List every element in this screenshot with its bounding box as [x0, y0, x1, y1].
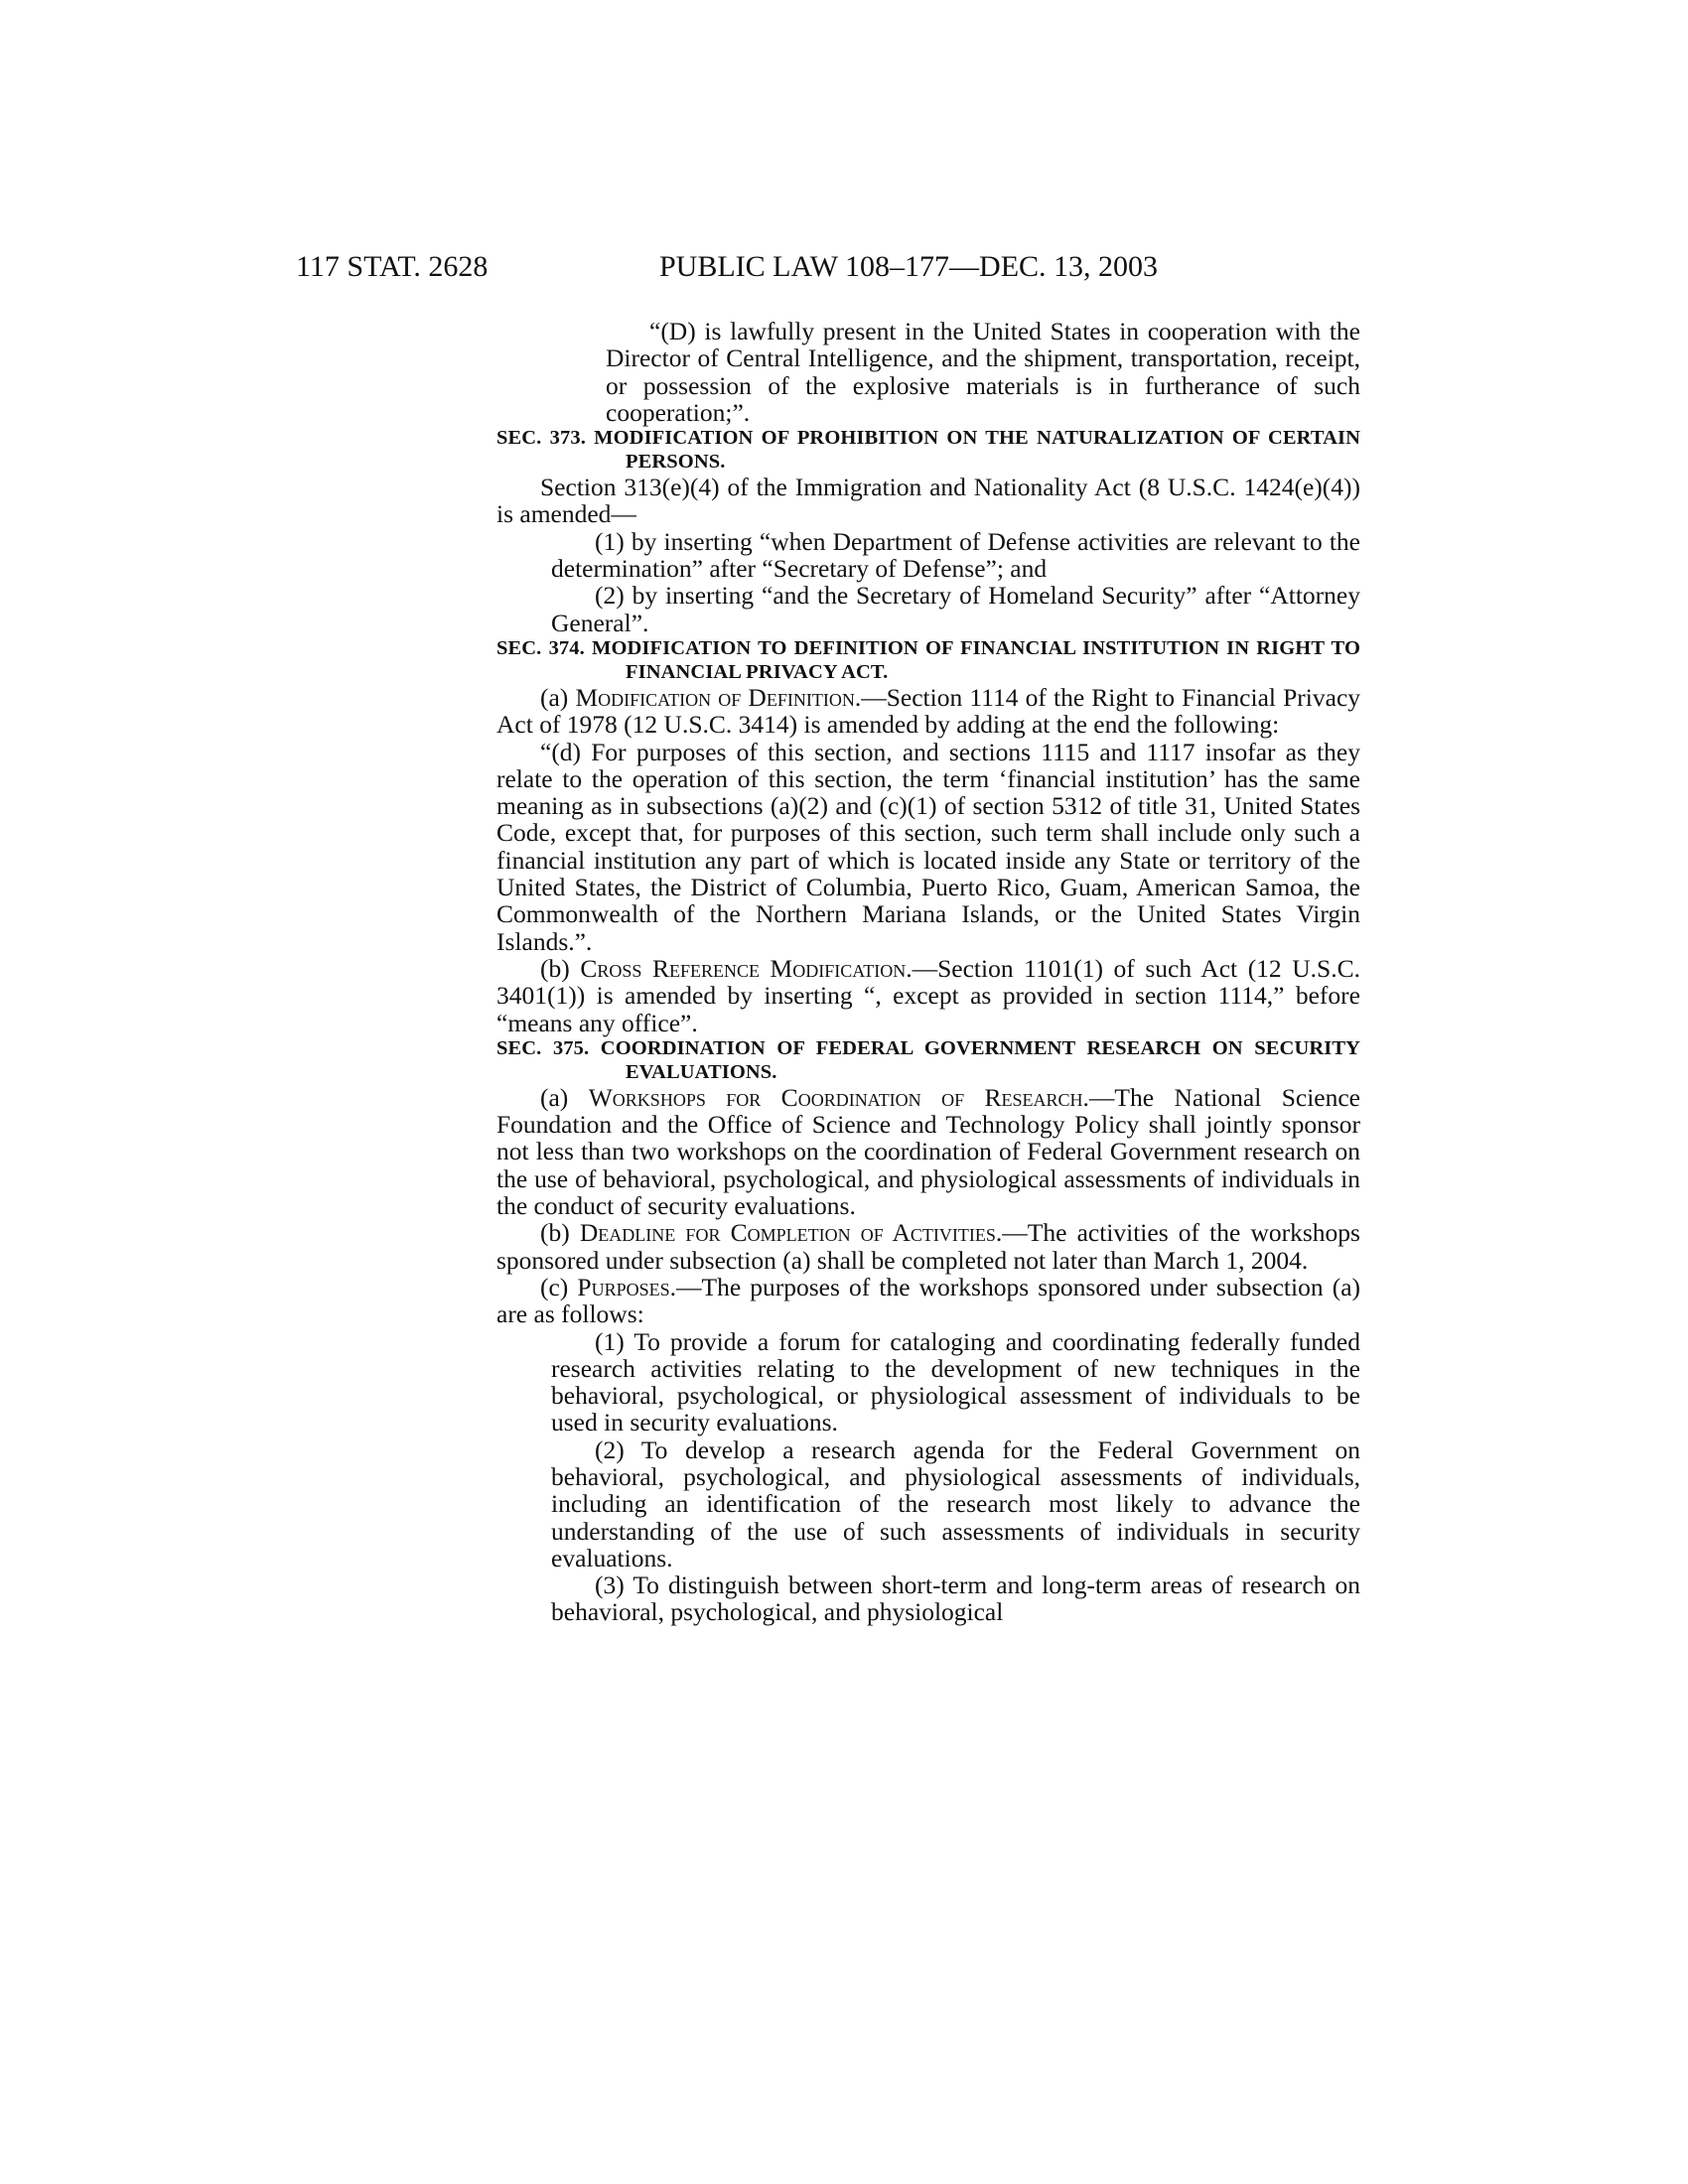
subsection-b-heading: Deadline for Completion of Activities.: [579, 1218, 1003, 1248]
subsection-b-text: —Section 1101(1) of such Act (12 U.S.C. 3401(1)) is amended by inserting “, except as provided in section 1114,” before “means any office”.: [496, 953, 1360, 1037]
section-373-paragraph-2: (2) by inserting “and the Secretary of Homeland Security” after “Attorney General”.: [551, 581, 1360, 637]
section-375-heading: [496, 1036, 1360, 1084]
subsection-a-text: —The National Science Foundation and the Office of Science and Technology Policy shall jointly sponsor not less than two workshops on the coordination of Federal Government research on the use of behavioral, psychological, and physiological assessments of individuals in the conduct of security evaluations.: [496, 1082, 1360, 1221]
page-header: [296, 250, 1388, 290]
subsection-c-text: —The purposes of the workshops sponsored under subsection (a) are as follows:: [496, 1272, 1360, 1329]
subsection-c-heading: Purposes.: [577, 1272, 677, 1301]
page-body: [496, 318, 1360, 1626]
section-373-heading: [496, 426, 1360, 474]
section-374-subsection-a: [496, 684, 1360, 739]
subsection-b-label: (b): [540, 953, 570, 983]
subsection-a-text: —Section 1114 of the Right to Financial Privacy Act of 1978 (12 U.S.C. 3414) is amended by adding at the end the following:: [496, 682, 1361, 740]
quoted-subparagraph-d: “(D) is lawfully present in the United States in cooperation with the Director of Central Intelligence, and the shipment, transportation, receipt, or possession of the explosive materials is in furtherance of such cooperation;”.: [606, 317, 1360, 427]
subsection-a-label: (a): [540, 682, 569, 712]
section-374-quoted-definition: “(d) For purposes of this section, and sections 1115 and 1117 insofar as they relate to the operation of this section, the term ‘financial institution’ has the same meaning as in subsections (a)(2) and (c)(1) of section 5312 of title 31, United States Code, except that, for purposes of this section, such term shall include only such a financial institution any part of which is located inside any State or territory of the United States, the District of Columbia, Puerto Rico, Guam, American Samoa, the Commonwealth of the Northern Mariana Islands, or the United States Virgin Islands.”.: [496, 737, 1360, 956]
section-374-subsection-b: [496, 955, 1360, 1036]
section-374-number: SEC. 374.: [496, 636, 585, 659]
section-373-paragraph-1: (1) by inserting “when Department of Defense activities are relevant to the determination” after “Secretary of Defense”; and: [551, 526, 1360, 584]
subsection-a-heading: Modification of Definition.: [575, 682, 862, 712]
section-373-title: MODIFICATION OF PROHIBITION ON THE NATURALIZATION OF CERTAIN PERSONS.: [594, 427, 1361, 474]
section-373-number: SEC. 373.: [496, 427, 586, 450]
subsection-b-text: —The activities of the workshops sponsored under subsection (a) shall be completed not later than March 1, 2004.: [496, 1218, 1360, 1275]
section-375-number: SEC. 375.: [496, 1036, 590, 1059]
section-375-subsection-a: [496, 1084, 1360, 1219]
section-373-intro: Section 313(e)(4) of the Immigration and Nationality Act (8 U.S.C. 1424(e)(4)) is amended—: [496, 473, 1360, 529]
subsection-b-label: (b): [540, 1218, 570, 1248]
section-375-subsection-b: [496, 1219, 1360, 1274]
section-374-heading: [496, 636, 1360, 684]
section-375-paragraph-1: (1) To provide a forum for cataloging and coordinating federally funded research activities relating to the development of new techniques in the behavioral, psychological, or physiological assessment of individuals to be used in security evaluations.: [551, 1326, 1360, 1437]
subsection-a-label: (a): [540, 1082, 569, 1112]
subsection-a-heading: Workshops for Coordination of Research.: [588, 1082, 1089, 1112]
section-375-title: COORDINATION OF FEDERAL GOVERNMENT RESEARCH ON SECURITY EVALUATIONS.: [600, 1036, 1361, 1083]
running-head: PUBLIC LAW 108–177—DEC. 13, 2003: [659, 250, 1159, 283]
subsection-b-heading: Cross Reference Modification.: [580, 953, 913, 983]
subsection-c-label: (c): [540, 1272, 569, 1301]
section-375-paragraph-2: (2) To develop a research agenda for the Federal Government on behavioral, psychological, and physiological assessments of individuals, including an identification of the research most likely to advance the understanding of the use of such assessments of individuals in security evaluations.: [551, 1434, 1360, 1572]
statute-page-number: 117 STAT. 2628: [296, 250, 489, 283]
section-375-subsection-c: [496, 1274, 1360, 1328]
section-374-title: MODIFICATION TO DEFINITION OF FINANCIAL INSTITUTION IN RIGHT TO FINANCIAL PRIVACY ACT.: [592, 636, 1360, 683]
section-375-paragraph-3: (3) To distinguish between short-term and long-term areas of research on behavioral, psychological, and physiological: [551, 1570, 1360, 1627]
